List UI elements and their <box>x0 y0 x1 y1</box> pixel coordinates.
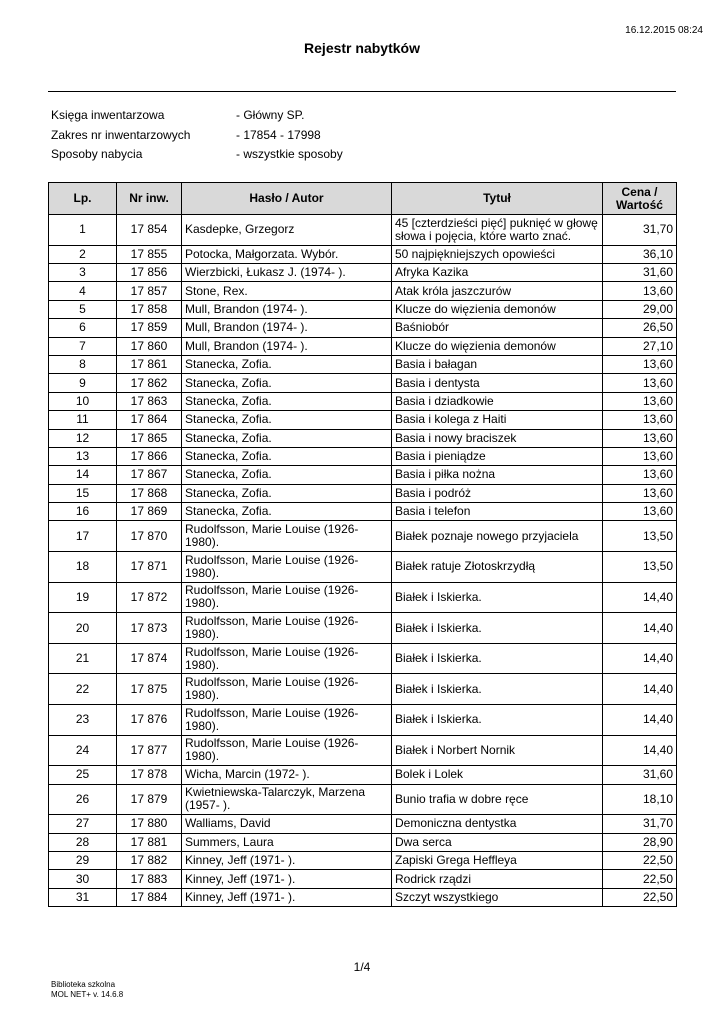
cell-title: Basia i dziadkowie <box>392 392 603 410</box>
cell-inventory-number: 17 874 <box>117 643 182 674</box>
cell-title: Basia i piłka nożna <box>392 466 603 484</box>
cell-lp: 22 <box>49 674 117 705</box>
cell-title: Białek poznaje nowego przyjaciela <box>392 521 603 552</box>
cell-price: 13,60 <box>603 411 677 429</box>
cell-author: Kasdepke, Grzegorz <box>182 215 392 246</box>
cell-price: 13,60 <box>603 503 677 521</box>
cell-lp: 26 <box>49 784 117 815</box>
table-row <box>49 319 677 337</box>
cell-inventory-number: 17 854 <box>117 215 182 246</box>
cell-price: 22,50 <box>603 870 677 888</box>
cell-inventory-number: 17 855 <box>117 245 182 263</box>
table-row <box>49 215 677 246</box>
cell-author: Rudolfsson, Marie Louise (1926-1980). <box>182 705 392 736</box>
cell-inventory-number: 17 879 <box>117 784 182 815</box>
cell-author: Stanecka, Zofia. <box>182 447 392 465</box>
cell-author: Stanecka, Zofia. <box>182 374 392 392</box>
cell-lp: 13 <box>49 447 117 465</box>
table-row <box>49 521 677 552</box>
table-row <box>49 245 677 263</box>
header-divider <box>48 91 676 92</box>
table-row <box>49 466 677 484</box>
table-row <box>49 337 677 355</box>
page-number: 1/4 <box>353 960 371 974</box>
cell-lp: 27 <box>49 815 117 833</box>
column-header-author: Hasło / Autor <box>182 183 392 215</box>
cell-inventory-number: 17 869 <box>117 503 182 521</box>
cell-title: Białek i Iskierka. <box>392 643 603 674</box>
cell-author: Stone, Rex. <box>182 282 392 300</box>
cell-author: Kinney, Jeff (1971- ). <box>182 851 392 869</box>
cell-title: Basia i telefon <box>392 503 603 521</box>
cell-title: Basia i dentysta <box>392 374 603 392</box>
meta-row-acquisition-methods <box>51 147 343 167</box>
cell-price: 13,60 <box>603 447 677 465</box>
cell-lp: 8 <box>49 355 117 373</box>
cell-author: Summers, Laura <box>182 833 392 851</box>
table-row <box>49 484 677 502</box>
cell-lp: 1 <box>49 215 117 246</box>
cell-author: Rudolfsson, Marie Louise (1926-1980). <box>182 613 392 644</box>
cell-price: 31,60 <box>603 766 677 784</box>
footer-software-version: MOL NET+ v. 14.6.8 <box>51 990 124 999</box>
cell-author: Potocka, Małgorzata. Wybór. <box>182 245 392 263</box>
cell-author: Kinney, Jeff (1971- ). <box>182 888 392 906</box>
cell-inventory-number: 17 865 <box>117 429 182 447</box>
cell-inventory-number: 17 873 <box>117 613 182 644</box>
cell-lp: 2 <box>49 245 117 263</box>
cell-lp: 14 <box>49 466 117 484</box>
meta-value: - Główny SP. <box>236 108 305 122</box>
table-row <box>49 833 677 851</box>
cell-price: 13,60 <box>603 429 677 447</box>
cell-lp: 3 <box>49 263 117 281</box>
cell-inventory-number: 17 876 <box>117 705 182 736</box>
cell-lp: 4 <box>49 282 117 300</box>
cell-price: 27,10 <box>603 337 677 355</box>
table-row <box>49 429 677 447</box>
cell-price: 13,60 <box>603 466 677 484</box>
table-body <box>49 215 677 907</box>
cell-price: 13,60 <box>603 355 677 373</box>
cell-title: Basia i podróż <box>392 484 603 502</box>
cell-title: Białek i Iskierka. <box>392 705 603 736</box>
table-row <box>49 374 677 392</box>
cell-title: Basia i kolega z Haiti <box>392 411 603 429</box>
table-row <box>49 552 677 583</box>
cell-inventory-number: 17 867 <box>117 466 182 484</box>
cell-price: 13,60 <box>603 282 677 300</box>
cell-title: Dwa serca <box>392 833 603 851</box>
cell-title: Basia i pieniądze <box>392 447 603 465</box>
cell-lp: 30 <box>49 870 117 888</box>
page-title: Rejestr nabytków <box>304 40 420 56</box>
cell-title: Białek i Norbert Nornik <box>392 735 603 766</box>
table-row <box>49 282 677 300</box>
cell-title: Szczyt wszystkiego <box>392 888 603 906</box>
cell-price: 13,50 <box>603 521 677 552</box>
acquisitions-table <box>48 182 677 907</box>
cell-author: Rudolfsson, Marie Louise (1926-1980). <box>182 582 392 613</box>
cell-price: 36,10 <box>603 245 677 263</box>
cell-price: 14,40 <box>603 613 677 644</box>
cell-lp: 31 <box>49 888 117 906</box>
cell-lp: 24 <box>49 735 117 766</box>
meta-label: Zakres nr inwentarzowych <box>51 127 191 142</box>
cell-inventory-number: 17 864 <box>117 411 182 429</box>
cell-price: 13,60 <box>603 374 677 392</box>
cell-lp: 7 <box>49 337 117 355</box>
cell-title: Białek i Iskierka. <box>392 582 603 613</box>
cell-author: Kwietniewska-Talarczyk, Marzena (1957- ). <box>182 784 392 815</box>
cell-title: Białek i Iskierka. <box>392 674 603 705</box>
cell-title: Zapiski Grega Heffleya <box>392 851 603 869</box>
cell-price: 14,40 <box>603 582 677 613</box>
cell-author: Stanecka, Zofia. <box>182 429 392 447</box>
table-row <box>49 888 677 906</box>
cell-inventory-number: 17 878 <box>117 766 182 784</box>
cell-inventory-number: 17 856 <box>117 263 182 281</box>
cell-inventory-number: 17 882 <box>117 851 182 869</box>
cell-inventory-number: 17 860 <box>117 337 182 355</box>
cell-inventory-number: 17 875 <box>117 674 182 705</box>
table-row <box>49 674 677 705</box>
cell-author: Mull, Brandon (1974- ). <box>182 319 392 337</box>
cell-inventory-number: 17 880 <box>117 815 182 833</box>
cell-title: Bunio trafia w dobre ręce <box>392 784 603 815</box>
table-row <box>49 582 677 613</box>
cell-inventory-number: 17 858 <box>117 300 182 318</box>
column-header-inventory-number: Nr inw. <box>117 183 182 215</box>
cell-lp: 21 <box>49 643 117 674</box>
cell-author: Wicha, Marcin (1972- ). <box>182 766 392 784</box>
cell-lp: 23 <box>49 705 117 736</box>
cell-price: 14,40 <box>603 735 677 766</box>
register-metadata <box>51 108 343 167</box>
cell-lp: 6 <box>49 319 117 337</box>
cell-lp: 25 <box>49 766 117 784</box>
meta-row-inventory-range <box>51 128 343 148</box>
cell-inventory-number: 17 881 <box>117 833 182 851</box>
table-row <box>49 300 677 318</box>
cell-title: Rodrick rządzi <box>392 870 603 888</box>
cell-lp: 20 <box>49 613 117 644</box>
table-header-row <box>49 183 677 215</box>
software-footer <box>51 980 123 1000</box>
table-row <box>49 643 677 674</box>
cell-inventory-number: 17 857 <box>117 282 182 300</box>
cell-lp: 10 <box>49 392 117 410</box>
footer-library-name: Biblioteka szkolna <box>51 980 116 989</box>
cell-inventory-number: 17 871 <box>117 552 182 583</box>
cell-price: 13,60 <box>603 484 677 502</box>
cell-author: Rudolfsson, Marie Louise (1926-1980). <box>182 674 392 705</box>
cell-title: Klucze do więzienia demonów <box>392 300 603 318</box>
cell-inventory-number: 17 877 <box>117 735 182 766</box>
cell-lp: 28 <box>49 833 117 851</box>
cell-title: Atak króla jaszczurów <box>392 282 603 300</box>
column-header-title: Tytuł <box>392 183 603 215</box>
cell-author: Stanecka, Zofia. <box>182 411 392 429</box>
table-row <box>49 766 677 784</box>
cell-title: Baśniobór <box>392 319 603 337</box>
cell-lp: 16 <box>49 503 117 521</box>
cell-author: Stanecka, Zofia. <box>182 466 392 484</box>
cell-title: Białek ratuje Złotoskrzydłą <box>392 552 603 583</box>
table-row <box>49 784 677 815</box>
table-row <box>49 447 677 465</box>
cell-price: 26,50 <box>603 319 677 337</box>
cell-lp: 29 <box>49 851 117 869</box>
cell-lp: 5 <box>49 300 117 318</box>
table-row <box>49 263 677 281</box>
table-row <box>49 815 677 833</box>
cell-author: Stanecka, Zofia. <box>182 484 392 502</box>
cell-price: 29,00 <box>603 300 677 318</box>
cell-price: 13,50 <box>603 552 677 583</box>
cell-price: 18,10 <box>603 784 677 815</box>
cell-inventory-number: 17 884 <box>117 888 182 906</box>
cell-inventory-number: 17 868 <box>117 484 182 502</box>
cell-price: 31,70 <box>603 815 677 833</box>
cell-author: Rudolfsson, Marie Louise (1926-1980). <box>182 643 392 674</box>
column-header-lp: Lp. <box>49 183 117 215</box>
table-row <box>49 392 677 410</box>
cell-author: Kinney, Jeff (1971- ). <box>182 870 392 888</box>
table-row <box>49 705 677 736</box>
cell-author: Walliams, David <box>182 815 392 833</box>
cell-price: 28,90 <box>603 833 677 851</box>
cell-lp: 9 <box>49 374 117 392</box>
cell-inventory-number: 17 862 <box>117 374 182 392</box>
cell-price: 14,40 <box>603 643 677 674</box>
cell-title: 45 [czterdzieści pięć] puknięć w głowę słowa i pojęcia, które warto znać. <box>392 215 603 246</box>
meta-value: - 17854 - 17998 <box>236 127 321 142</box>
cell-lp: 17 <box>49 521 117 552</box>
print-timestamp: 16.12.2015 08:24 <box>625 25 703 36</box>
cell-title: Afryka Kazika <box>392 263 603 281</box>
table-row <box>49 851 677 869</box>
cell-lp: 19 <box>49 582 117 613</box>
cell-title: Bolek i Lolek <box>392 766 603 784</box>
cell-author: Stanecka, Zofia. <box>182 355 392 373</box>
cell-price: 13,60 <box>603 392 677 410</box>
cell-author: Rudolfsson, Marie Louise (1926-1980). <box>182 735 392 766</box>
cell-author: Rudolfsson, Marie Louise (1926-1980). <box>182 521 392 552</box>
table-row <box>49 735 677 766</box>
cell-lp: 18 <box>49 552 117 583</box>
meta-label: Sposoby nabycia <box>51 147 143 161</box>
cell-inventory-number: 17 872 <box>117 582 182 613</box>
cell-price: 22,50 <box>603 888 677 906</box>
cell-title: Demoniczna dentystka <box>392 815 603 833</box>
table-row <box>49 870 677 888</box>
cell-author: Rudolfsson, Marie Louise (1926-1980). <box>182 552 392 583</box>
table-row <box>49 355 677 373</box>
meta-value: - wszystkie sposoby <box>236 147 343 161</box>
cell-author: Stanecka, Zofia. <box>182 503 392 521</box>
meta-label: Księga inwentarzowa <box>51 108 165 122</box>
cell-inventory-number: 17 883 <box>117 870 182 888</box>
cell-title: Basia i bałagan <box>392 355 603 373</box>
cell-price: 22,50 <box>603 851 677 869</box>
cell-author: Stanecka, Zofia. <box>182 392 392 410</box>
table-row <box>49 613 677 644</box>
cell-inventory-number: 17 863 <box>117 392 182 410</box>
cell-author: Mull, Brandon (1974- ). <box>182 300 392 318</box>
cell-lp: 15 <box>49 484 117 502</box>
cell-title: Basia i nowy braciszek <box>392 429 603 447</box>
cell-lp: 11 <box>49 411 117 429</box>
cell-price: 14,40 <box>603 705 677 736</box>
cell-price: 31,60 <box>603 263 677 281</box>
cell-author: Mull, Brandon (1974- ). <box>182 337 392 355</box>
cell-price: 14,40 <box>603 674 677 705</box>
meta-row-inventory-book <box>51 108 343 128</box>
cell-title: 50 najpiękniejszych opowieści <box>392 245 603 263</box>
cell-price: 31,70 <box>603 215 677 246</box>
cell-author: Wierzbicki, Łukasz J. (1974- ). <box>182 263 392 281</box>
table-row <box>49 411 677 429</box>
table-row <box>49 503 677 521</box>
column-header-price: Cena / Wartość <box>603 183 677 215</box>
cell-title: Klucze do więzienia demonów <box>392 337 603 355</box>
cell-inventory-number: 17 870 <box>117 521 182 552</box>
cell-inventory-number: 17 861 <box>117 355 182 373</box>
cell-lp: 12 <box>49 429 117 447</box>
cell-title: Białek i Iskierka. <box>392 613 603 644</box>
cell-inventory-number: 17 866 <box>117 447 182 465</box>
cell-inventory-number: 17 859 <box>117 319 182 337</box>
